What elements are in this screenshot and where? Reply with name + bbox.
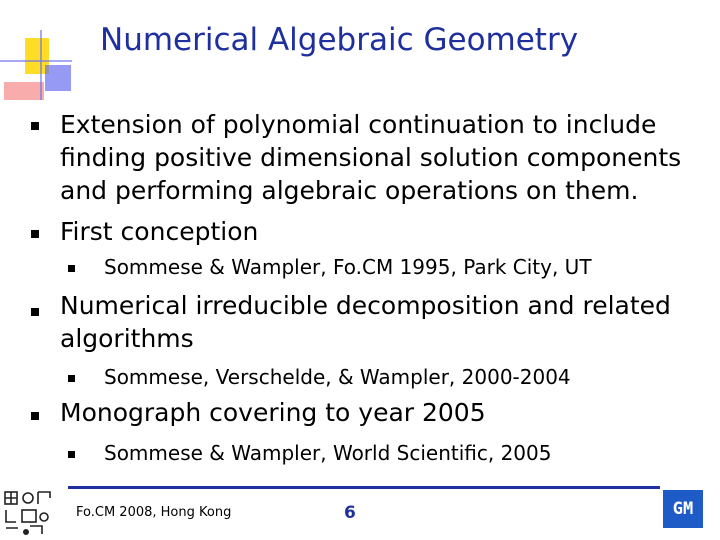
bullet-text: First conception xyxy=(60,217,259,246)
bullet-text: Monograph covering to year 2005 xyxy=(60,398,486,427)
sub-bullet-text: Sommese & Wampler, Fo.CM 1995, Park City, UT xyxy=(104,255,592,279)
footer-event: Fo.CM 2008, Hong Kong xyxy=(76,505,232,520)
bullet-marker xyxy=(31,308,39,316)
sub-bullet-text: Sommese & Wampler, World Scientific, 2005 xyxy=(104,441,552,465)
deco-horizontal-line xyxy=(0,60,72,62)
bullet-text: Extension of polynomial continuation to include xyxy=(60,110,657,139)
bullet-marker xyxy=(31,230,39,238)
deco-blue-square xyxy=(45,65,71,91)
slide-title: Numerical Algebraic Geometry xyxy=(100,22,579,58)
sub-bullet-text: Sommese, Verschelde, & Wampler, 2000-2004 xyxy=(104,365,571,389)
page-number: 6 xyxy=(344,503,356,523)
bullet-marker xyxy=(31,412,39,420)
focm-logo xyxy=(2,488,58,536)
decorative-corner xyxy=(0,0,80,100)
sub-bullet-marker xyxy=(68,375,75,382)
bullet-text: algorithms xyxy=(60,324,194,353)
bullet-text: and performing algebraic operations on them. xyxy=(60,176,639,205)
footer-divider xyxy=(68,486,660,489)
gm-logo: GM xyxy=(663,490,703,528)
sub-bullet-marker xyxy=(68,451,75,458)
deco-red-square xyxy=(4,82,44,100)
sub-bullet-marker xyxy=(68,265,75,272)
bullet-marker xyxy=(31,122,39,130)
deco-vertical-line xyxy=(40,30,42,100)
bullet-text: Numerical irreducible decomposition and related xyxy=(60,291,671,320)
bullet-text: finding positive dimensional solution components xyxy=(60,143,682,172)
